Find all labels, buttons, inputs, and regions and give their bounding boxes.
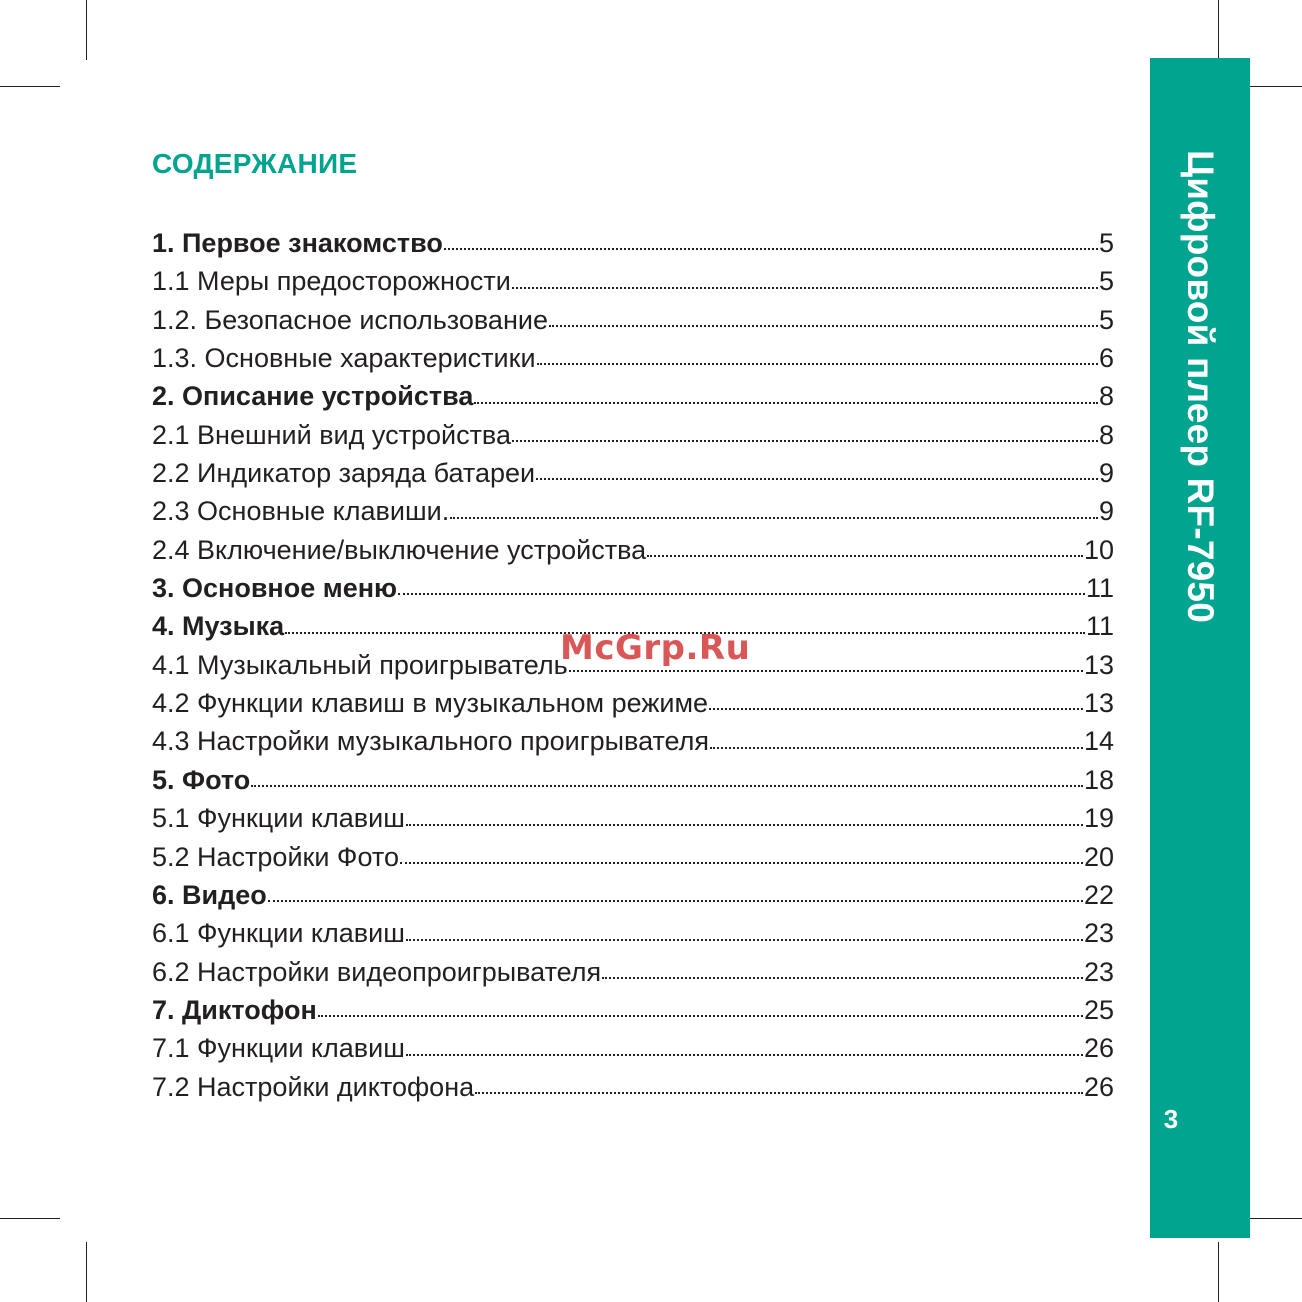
watermark: McGrp.Ru [560,628,751,668]
toc-entry [152,569,1114,607]
toc-entry-label: 1.1 Меры предосторожности [152,266,511,297]
toc-entry [152,339,1114,377]
toc-entry-page: 11 [1085,573,1114,604]
dot-leader [512,287,1098,289]
crop-mark [0,1218,60,1219]
toc-entry-label: 4.1 Музыкальный проигрыватель [152,649,568,680]
toc-entry-page: 19 [1083,803,1114,834]
toc-entry [152,722,1114,760]
crop-mark [1218,0,1219,60]
toc-entry-label: 4.3 Настройки музыкального проигрывателя [152,726,710,757]
toc-entry [152,876,1114,914]
toc-entry [152,991,1114,1029]
dot-leader [709,708,1083,710]
crop-mark [0,86,60,87]
dot-leader [251,785,1083,787]
toc-entry-label: 7.2 Настройки диктофона [152,1071,475,1102]
toc-entry [152,799,1114,837]
toc-entry-label: 4. Музыка [152,611,285,642]
toc-entry-label: 6.2 Настройки видеопроигрывателя [152,956,602,987]
dot-leader [268,900,1083,902]
toc-entry [152,492,1114,530]
crop-mark [1244,86,1302,87]
toc-entry [152,531,1114,569]
dot-leader [537,363,1098,365]
toc-entry-label: 2.2 Индикатор заряда батареи [152,458,536,489]
dot-leader [602,977,1083,979]
toc-entry [152,953,1114,991]
toc-entry-page: 5 [1098,304,1114,335]
toc-entry [152,761,1114,799]
toc-entry-page: 23 [1083,918,1114,949]
toc-entry-page: 9 [1098,496,1114,527]
toc-entry-label: 2.3 Основные клавиши. [152,496,450,527]
toc-entry-page: 11 [1085,611,1114,642]
side-title: Цифровой плеер RF-7950 [1180,150,1221,623]
dot-leader [536,478,1098,480]
toc-entry-page: 20 [1083,841,1114,872]
dot-leader [400,862,1083,864]
toc-entry-label: 5.1 Функции клавиш [152,803,405,834]
crop-mark [86,0,87,60]
toc-entry [152,416,1114,454]
toc-entry [152,1029,1114,1067]
toc-entry-label: 2.1 Внешний вид устройства [152,419,511,450]
toc-entry-page: 13 [1083,649,1114,680]
toc-entry-label: 6. Видео [152,879,267,910]
dot-leader [406,1054,1083,1056]
toc-entry-label: 5.2 Настройки Фото [152,841,399,872]
toc-entry-label: 6.1 Функции клавиш [152,918,405,949]
dot-leader [647,555,1083,557]
toc-entry-label: 4.2 Функции клавиш в музыкальном режиме [152,688,709,719]
toc-entry-page: 26 [1083,1071,1114,1102]
toc-entry-label: 5. Фото [152,764,251,795]
toc-entry-page: 14 [1083,726,1114,757]
toc-entry [152,914,1114,952]
dot-leader [444,248,1098,250]
toc-entry-page: 8 [1098,381,1114,412]
toc-entry [152,377,1114,415]
toc-entry-label: 2.4 Включение/выключение устройства [152,534,647,565]
toc-entry-page: 5 [1098,266,1114,297]
toc-entry [152,838,1114,876]
toc-entry-page: 6 [1098,343,1114,374]
toc-entry-page: 13 [1083,688,1114,719]
crop-mark [86,1242,87,1302]
dot-leader [512,440,1098,442]
toc-entry [152,262,1114,300]
toc-entry-page: 23 [1083,956,1114,987]
dot-leader [318,1015,1083,1017]
dot-leader [398,593,1085,595]
toc-entry-label: 1.3. Основные характеристики [152,343,536,374]
crop-mark [1218,1242,1219,1302]
crop-mark [1244,1218,1302,1219]
toc-entry-page: 22 [1083,879,1114,910]
dot-leader [450,517,1098,519]
toc-entry-label: 1.2. Безопасное использование [152,304,548,335]
toc-entry-label: 3. Основное меню [152,573,398,604]
dot-leader [406,824,1083,826]
toc-entry-page: 8 [1098,419,1114,450]
toc-entry [152,301,1114,339]
toc-entry-page: 9 [1098,458,1114,489]
toc-entry-label: 1. Первое знакомство [152,228,443,258]
dot-leader [710,747,1083,749]
toc-entry-page: 18 [1083,764,1114,795]
toc-entry-page: 5 [1098,228,1114,258]
dot-leader [406,939,1083,941]
toc-entry-label: 2. Описание устройства [152,381,474,412]
toc-entry [152,684,1114,722]
toc-entry [152,454,1114,492]
toc-entry-page: 26 [1083,1033,1114,1064]
toc-entry-label: 7.1 Функции клавиш [152,1033,405,1064]
dot-leader [474,402,1098,404]
toc-entry [152,224,1114,262]
toc-entry-page: 10 [1083,534,1114,565]
dot-leader [475,1092,1083,1094]
dot-leader [569,670,1083,672]
dot-leader [549,325,1098,327]
toc-entry [152,1068,1114,1106]
toc-entry-page: 25 [1083,994,1114,1025]
toc-heading: СОДЕРЖАНИЕ [152,148,358,179]
page-number: 3 [1163,1104,1179,1134]
toc-entry-label: 7. Диктофон [152,994,317,1025]
